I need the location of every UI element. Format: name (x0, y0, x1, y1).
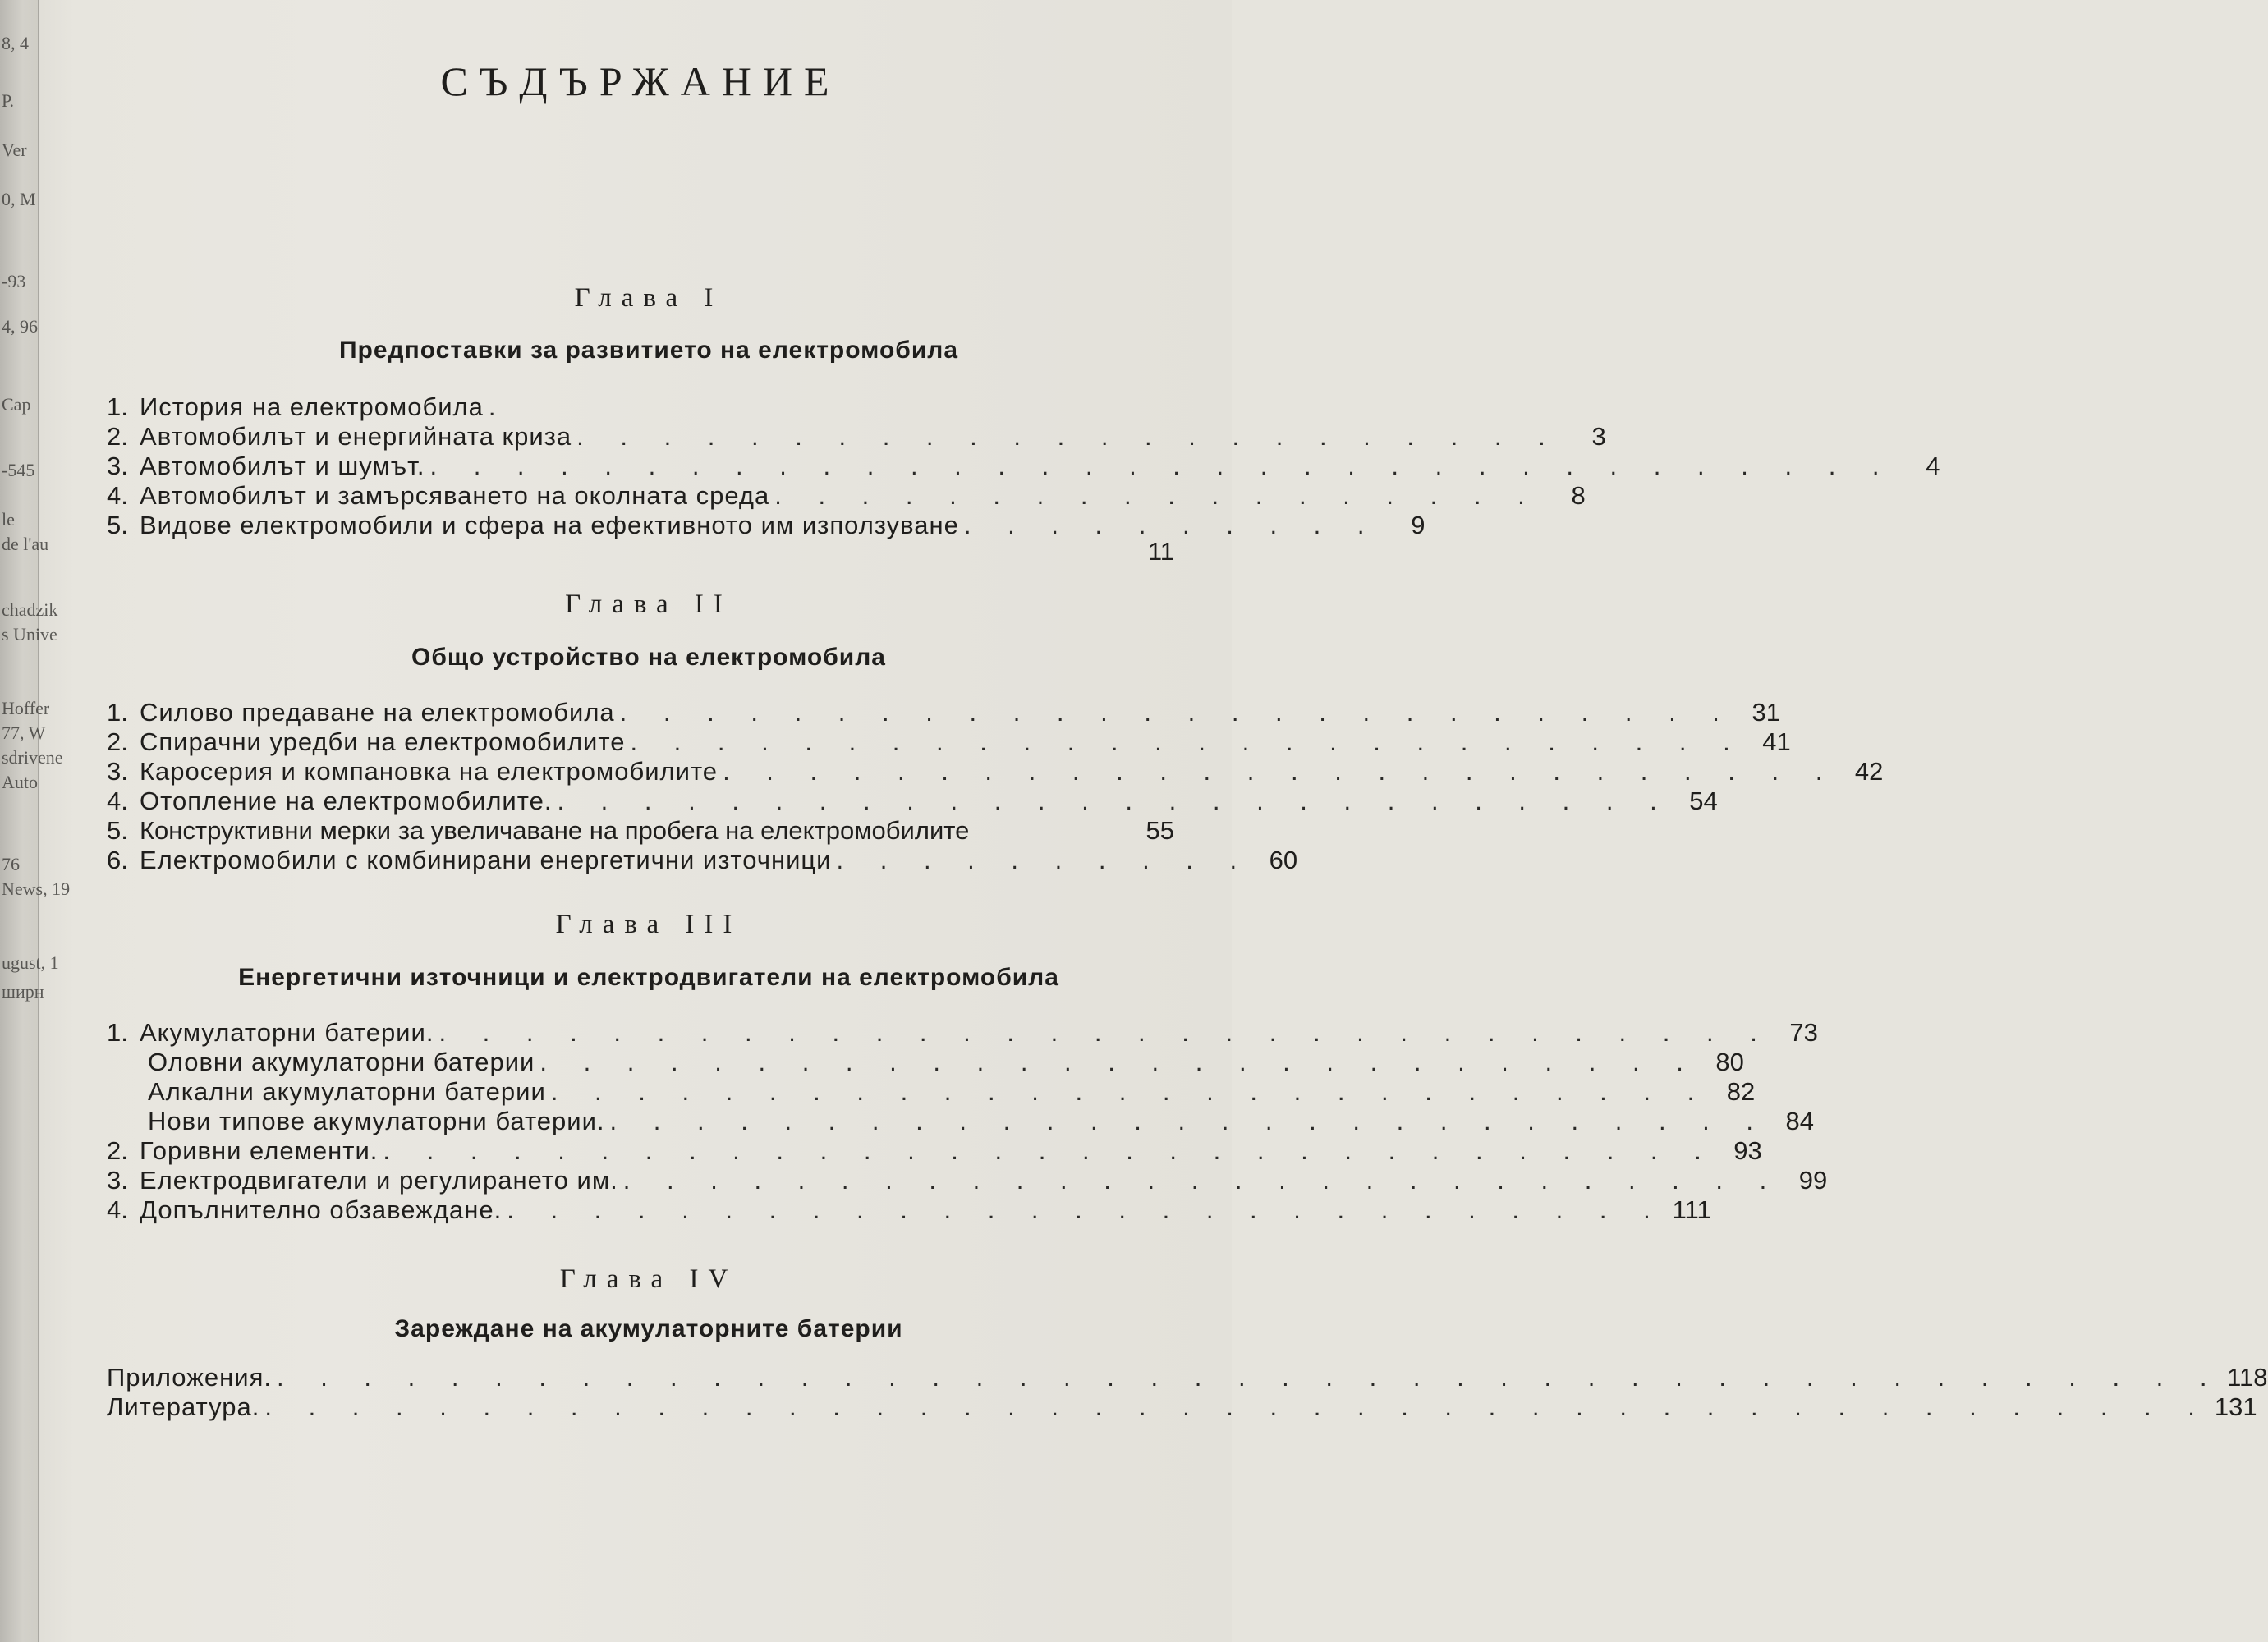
chapter-number: Глава III (555, 910, 742, 939)
bleed-text: 4, 96 (2, 316, 38, 337)
entry-page: 3 (1591, 422, 1606, 451)
entry-text: Допълнително обзавеждане. (140, 1195, 503, 1224)
entry-text: Спирачни уредби на електромобилите (140, 727, 626, 756)
entry-text: Каросерия и компановка на електромобилите (140, 757, 719, 786)
bleed-text: Ver (2, 140, 27, 160)
entry-text: Електродвигатели и регулирането им. (140, 1166, 618, 1195)
bleed-text: de l'au (2, 534, 49, 554)
entry-number: 1. (107, 392, 128, 421)
entry-page: 93 (1733, 1136, 1762, 1165)
bleed-text: 8, 4 (2, 33, 29, 53)
entry-page: 9 (1411, 511, 1426, 539)
bleed-text: sdrivene (2, 747, 63, 768)
entry-number: 2. (107, 727, 128, 756)
entry-text: Акумулаторни батерии. (140, 1018, 434, 1047)
chapter-title: Общо устройство на електромобила (411, 644, 886, 671)
toc-entry: 1. Акумулаторни батерии. . . . . . . . . . . . . . . . . . . . . . . . . . . . . . . . 73 (107, 1018, 1818, 1047)
toc-entry: 3. Електродвигатели и регулирането им. . . . . . . . . . . . . . . . . . . . . . . . . . . . 99 (107, 1166, 1828, 1195)
entry-number: 1. (107, 698, 128, 727)
entry-page: 99 (1798, 1166, 1828, 1195)
entry-text: Нови типове акумулаторни батерии. (148, 1107, 605, 1135)
toc-entry: Нови типове акумулаторни батерии. . . . . . . . . . . . . . . . . . . . . . . . . . . . 84 (148, 1107, 1815, 1135)
toc-entry: 1. Силово предаване на електромобила . . . . . . . . . . . . . . . . . . . . . . . . . . 31 (107, 698, 1780, 727)
entry-text: Конструктивни мерки за увеличаване на пробега на електромобилите (140, 816, 970, 845)
bleed-text: 77, W (2, 722, 46, 743)
chapter-number: Глава IV (559, 1264, 738, 1294)
bleed-text: Hoffer (2, 698, 50, 718)
entry-page: 131 (2214, 1392, 2257, 1421)
entry-number: 1. (107, 1018, 128, 1047)
toc-entry: Литература. . . . . . . . . . . . . . . . . . . . . . . . . . . . . . . . . . . . . . . . . . . . . . 131 (107, 1392, 2257, 1421)
bleed-text: Р. (2, 90, 14, 111)
entry-page: 4 (1926, 452, 1940, 480)
bleed-text: s Unive (2, 624, 57, 644)
bleed-text: ширн (2, 981, 44, 1002)
toc-entry: 5. Видове електромобили и сфера на ефективното им използуване . . . . . . . . . . 9 (107, 511, 1426, 539)
entry-number: 4. (107, 481, 128, 510)
toc-entry: Оловни акумулаторни батерии . . . . . . . . . . . . . . . . . . . . . . . . . . . 80 (148, 1048, 1744, 1076)
entry-page: 84 (1785, 1107, 1815, 1135)
entry-page: 118 (2227, 1363, 2268, 1392)
entry-text: Литература. (107, 1392, 260, 1421)
entry-text: Отопление на електромобилите. (140, 787, 553, 815)
bleed-text: 76 (2, 854, 20, 874)
page-title: СЪДЪРЖАНИЕ (440, 58, 841, 104)
entry-number: 2. (107, 1136, 128, 1165)
entry-number: 3. (107, 1166, 128, 1195)
entry-page: 11 (1147, 537, 1174, 566)
entry-number: 6. (107, 846, 128, 874)
entry-text: Автомобилът и енергийната криза (140, 422, 572, 451)
entry-number: 3. (107, 452, 128, 480)
chapter-number: Глава II (565, 589, 732, 619)
bleed-text: -545 (2, 460, 35, 480)
chapter-title: Енергетични източници и електродвигатели на електромобила (238, 964, 1059, 991)
bleed-text: le (2, 509, 15, 530)
entry-text: Алкални акумулаторни батерии (148, 1077, 546, 1106)
entry-number: 5. (107, 816, 128, 845)
entry-number: 2. (107, 422, 128, 451)
bleed-text: News, 19 (2, 878, 71, 899)
entry-text: Електромобили с комбинирани енергетични източници (140, 846, 832, 874)
bleed-text: chadzik (2, 599, 58, 620)
toc-entry: 4. Допълнително обзавеждане. . . . . . . . . . . . . . . . . . . . . . . . . . . . 111 (107, 1195, 1711, 1224)
entry-text: Автомобилът и шумът. (140, 452, 425, 480)
bleed-text: Auto (2, 772, 38, 792)
toc-entry: 6. Електромобили с комбинирани енергетични източници . . . . . . . . . . 60 (107, 846, 1298, 874)
chapter-number: Глава I (574, 283, 723, 313)
entry-page: 60 (1269, 846, 1298, 874)
entry-text: Силово предаване на електромобила (140, 698, 615, 727)
entry-page: 8 (1571, 481, 1586, 510)
toc-entry: 2. Спирачни уредби на електромобилите . . . . . . . . . . . . . . . . . . . . . . . . . . 41 (107, 727, 1791, 756)
toc-entry: Алкални акумулаторни батерии . . . . . . . . . . . . . . . . . . . . . . . . . . . 82 (148, 1077, 1756, 1106)
entry-page: 73 (1789, 1018, 1818, 1047)
toc-entry: 2. Автомобилът и енергийната криза . . . . . . . . . . . . . . . . . . . . . . . 3 (107, 422, 1606, 451)
entry-number: 3. (107, 757, 128, 786)
entry-number: 5. (107, 511, 128, 539)
toc-entry: 3. Автомобилът и шумът. . . . . . . . . . . . . . . . . . . . . . . . . . . . . . . . . . . 4 (107, 452, 1940, 480)
toc-entry: 3. Каросерия и компановка на електромобилите . . . . . . . . . . . . . . . . . . . . . . . . . . 42 (107, 757, 1884, 786)
entry-page: 42 (1854, 757, 1884, 786)
bleed-text: -93 (2, 271, 26, 291)
entry-text: Горивни елементи. (140, 1136, 379, 1165)
toc-entry (107, 816, 1174, 846)
toc-entry: 4. Отопление на електромобилите. . . . . . . . . . . . . . . . . . . . . . . . . . . 54 (107, 787, 1718, 815)
chapter-title: Зареждане на акумулаторните батерии (394, 1315, 903, 1342)
entry-page: 31 (1752, 698, 1780, 727)
entry-page: 55 (1145, 816, 1174, 845)
entry-page: 41 (1762, 727, 1791, 756)
entry-text: История на електромобила (140, 392, 484, 421)
facing-page-edge (0, 0, 71, 1642)
toc-entry: 2. Горивни елементи. . . . . . . . . . . . . . . . . . . . . . . . . . . . . . . . 93 (107, 1136, 1762, 1165)
entry-page: 111 (1672, 1195, 1711, 1224)
bleed-text: 0, M (2, 189, 36, 209)
bleed-text: Cap (2, 394, 31, 415)
entry-number: 4. (107, 787, 128, 815)
toc-entry: 4. Автомобилът и замърсяването на околната среда . . . . . . . . . . . . . . . . . . 8 (107, 481, 1586, 510)
entry-text: Приложения. (107, 1363, 272, 1392)
entry-number: 4. (107, 1195, 128, 1224)
entry-page: 80 (1715, 1048, 1744, 1076)
entry-text: Оловни акумулаторни батерии (148, 1048, 535, 1076)
entry-text: Видове електромобили и сфера на ефективното им използуване (140, 511, 959, 539)
entry-page: 54 (1689, 787, 1718, 815)
entry-text: Автомобилът и замърсяването на околната среда (140, 481, 770, 510)
toc-entry (107, 537, 1174, 566)
toc-entry: Приложения. . . . . . . . . . . . . . . . . . . . . . . . . . . . . . . . . . . . . . . . . . . . . . 118 (107, 1363, 2268, 1392)
toc-entry: 1. История на електромобила . (107, 392, 511, 421)
bleed-text: ugust, 1 (2, 952, 59, 973)
entry-page: 82 (1726, 1077, 1756, 1106)
chapter-title: Предпоставки за развитието на електромобила (338, 337, 959, 364)
